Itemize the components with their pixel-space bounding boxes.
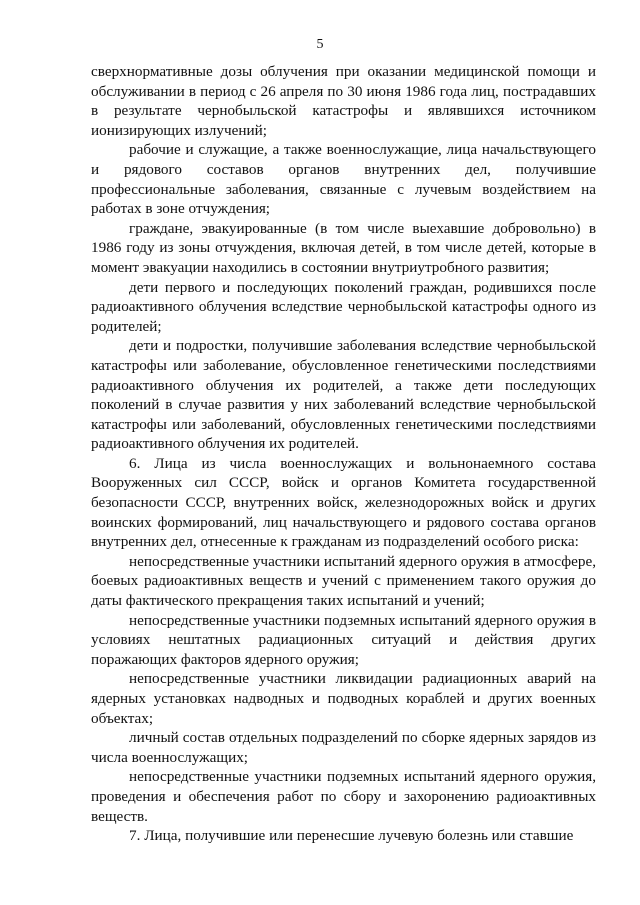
paragraph-11: непосредственные участники подземных испытаний ядерного оружия, проведения и обеспечения работ по сбору и захоронению радиоактивных веществ. xyxy=(91,768,596,825)
paragraph-1: сверхнормативные дозы облучения при оказании медицинской помощи и обслуживании в период с 26 апреля по 30 июня 1986 года лиц, пострадавших в результате чернобыльской катастрофы и являвшихся источником ионизирующих излучений; xyxy=(91,63,596,139)
page-number: 5 xyxy=(316,37,324,52)
paragraph-4: дети первого и последующих поколений граждан, родившихся после радиоактивного облучения вследствие чернобыльской катастрофы одного из родителей; xyxy=(91,278,596,335)
paragraph-9: непосредственные участники ликвидации радиационных аварий на ядерных установках надводных и подводных кораблей и других военных объектах; xyxy=(91,670,596,727)
paragraph-10: личный состав отдельных подразделений по сборке ядерных зарядов из числа военнослужащих; xyxy=(91,729,596,766)
paragraph-5: дети и подростки, получившие заболевания вследствие чернобыльской катастрофы или заболевание, обусловленное генетическими последствиями радиоактивного облучения их родителей, а также дети последующих поколений в случае развития у них заболеваний вследствие чернобыльской катастрофы или заболеваний, обусловленных генетическими последствиями радиоактивного облучения их родителей. xyxy=(91,337,596,453)
paragraph-3: граждане, эвакуированные (в том числе выехавшие добровольно) в 1986 году из зоны отчуждения, включая детей, в том числе детей, которые в момент эвакуации находились в состоянии внутриутробного развития; xyxy=(91,219,596,276)
paragraph-12: 7. Лица, получившие или перенесшие лучевую болезнь или ставшие xyxy=(129,827,574,845)
paragraph-2: рабочие и служащие, а также военнослужащие, лица начальствующего и рядового составов органов внутренних дел, получившие профессиональные заболевания, связанные с лучевым воздействием на работах в зоне отчуждения; xyxy=(91,141,596,218)
paragraph-6: 6. Лица из числа военнослужащих и вольнонаемного состава Вооруженных сил СССР, войск и органов Комитета государственной безопасности СССР, внутренних войск, железнодорожных войск и других воинских формирований, лиц начальствующего и рядового состава органов внутренних дел, отнесенные к гражданам из подразделений особого риска: xyxy=(91,454,596,551)
paragraph-7: непосредственные участники испытаний ядерного оружия в атмосфере, боевых радиоактивных веществ и учений с применением такого оружия до даты фактического прекращения таких испытаний и учений; xyxy=(91,552,596,610)
document-body xyxy=(91,62,596,846)
paragraph-8: непосредственные участники подземных испытаний ядерного оружия в условиях нештатных радиационных ситуаций и действия других поражающих факторов ядерного оружия; xyxy=(91,611,596,668)
